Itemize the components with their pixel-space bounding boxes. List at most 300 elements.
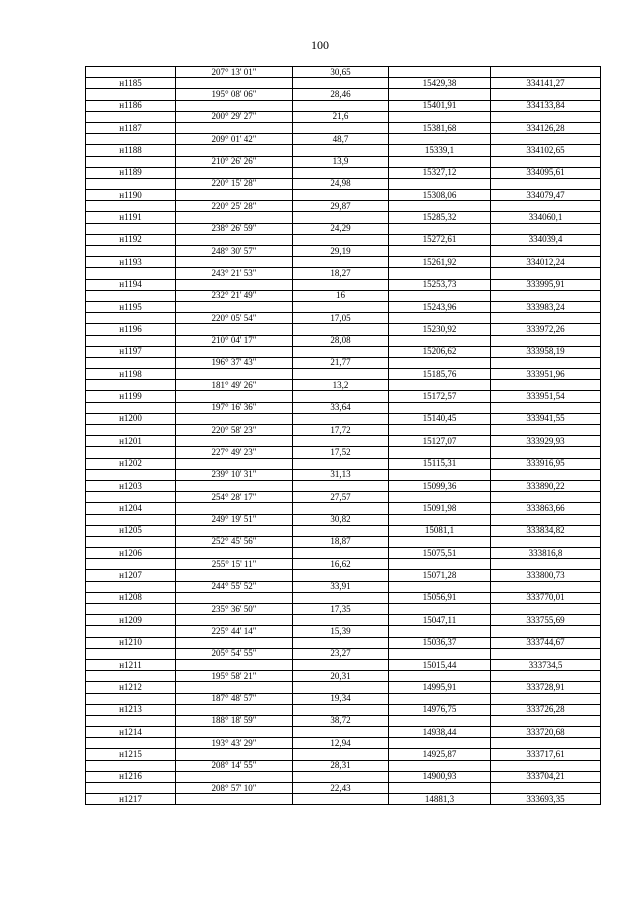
- empty-cell: [389, 715, 491, 726]
- empty-cell: [389, 111, 491, 122]
- distance-cell: 24,98: [293, 178, 389, 189]
- empty-cell: [491, 648, 601, 659]
- point-row: [86, 727, 601, 738]
- point-row: [86, 771, 601, 782]
- y-coordinate-cell: 333863,66: [491, 503, 601, 514]
- distance-cell: 30,65: [293, 67, 389, 78]
- x-coordinate-cell: 14938,44: [389, 727, 491, 738]
- x-coordinate-cell: 15230,92: [389, 324, 491, 335]
- point-id-cell: н1191: [86, 212, 176, 223]
- y-coordinate-cell: 333929,93: [491, 436, 601, 447]
- empty-cell: [293, 503, 389, 514]
- point-id-cell: н1196: [86, 324, 176, 335]
- y-coordinate-cell: 333770,01: [491, 592, 601, 603]
- y-coordinate-cell: 333693,35: [491, 794, 601, 805]
- y-coordinate-cell: 334126,28: [491, 122, 601, 133]
- empty-cell: [389, 268, 491, 279]
- measure-row: [86, 514, 601, 525]
- empty-cell: [86, 223, 176, 234]
- measure-row: [86, 178, 601, 189]
- x-coordinate-cell: 14900,93: [389, 771, 491, 782]
- empty-cell: [389, 469, 491, 480]
- distance-cell: 21,6: [293, 111, 389, 122]
- empty-cell: [491, 536, 601, 547]
- empty-cell: [86, 469, 176, 480]
- x-coordinate-cell: 15339,1: [389, 145, 491, 156]
- empty-cell: [491, 111, 601, 122]
- empty-cell: [389, 425, 491, 436]
- direction-angle-cell: 209° 01' 42": [176, 134, 293, 145]
- direction-angle-cell: 254° 28' 17": [176, 492, 293, 503]
- empty-cell: [491, 268, 601, 279]
- empty-cell: [491, 313, 601, 324]
- point-row: [86, 369, 601, 380]
- point-row: [86, 548, 601, 559]
- empty-cell: [389, 693, 491, 704]
- empty-cell: [491, 581, 601, 592]
- direction-angle-cell: 225° 44' 14": [176, 626, 293, 637]
- empty-cell: [86, 313, 176, 324]
- empty-cell: [176, 525, 293, 536]
- empty-cell: [293, 122, 389, 133]
- distance-cell: 20,31: [293, 671, 389, 682]
- empty-cell: [176, 548, 293, 559]
- x-coordinate-cell: 15071,28: [389, 570, 491, 581]
- point-row: [86, 749, 601, 760]
- empty-cell: [491, 447, 601, 458]
- measure-row: [86, 134, 601, 145]
- point-id-cell: н1202: [86, 458, 176, 469]
- empty-cell: [389, 313, 491, 324]
- empty-cell: [86, 559, 176, 570]
- empty-cell: [86, 268, 176, 279]
- x-coordinate-cell: 14881,3: [389, 794, 491, 805]
- distance-cell: 22,43: [293, 783, 389, 794]
- point-row: [86, 436, 601, 447]
- empty-cell: [293, 190, 389, 201]
- empty-cell: [389, 604, 491, 615]
- empty-cell: [176, 458, 293, 469]
- y-coordinate-cell: 333958,19: [491, 346, 601, 357]
- point-id-cell: н1211: [86, 659, 176, 670]
- empty-cell: [491, 380, 601, 391]
- empty-cell: [86, 246, 176, 257]
- point-id-cell: н1200: [86, 413, 176, 424]
- y-coordinate-cell: 333755,69: [491, 615, 601, 626]
- distance-cell: 48,7: [293, 134, 389, 145]
- empty-cell: [176, 480, 293, 491]
- distance-cell: 18,27: [293, 268, 389, 279]
- point-id-cell: н1203: [86, 480, 176, 491]
- empty-cell: [176, 682, 293, 693]
- empty-cell: [491, 402, 601, 413]
- empty-cell: [86, 357, 176, 368]
- point-id-cell: н1187: [86, 122, 176, 133]
- empty-cell: [293, 548, 389, 559]
- point-row: [86, 346, 601, 357]
- direction-angle-cell: 235° 36' 50": [176, 604, 293, 615]
- empty-cell: [176, 212, 293, 223]
- point-row: [86, 100, 601, 111]
- empty-cell: [176, 234, 293, 245]
- distance-cell: 19,34: [293, 693, 389, 704]
- distance-cell: 17,72: [293, 425, 389, 436]
- point-id-cell: н1201: [86, 436, 176, 447]
- point-id-cell: н1210: [86, 637, 176, 648]
- x-coordinate-cell: 15047,11: [389, 615, 491, 626]
- direction-angle-cell: 210° 04' 17": [176, 335, 293, 346]
- direction-angle-cell: 200° 29' 27": [176, 111, 293, 122]
- direction-angle-cell: 181° 49' 26": [176, 380, 293, 391]
- empty-cell: [86, 134, 176, 145]
- empty-cell: [86, 693, 176, 704]
- measure-row: [86, 111, 601, 122]
- direction-angle-cell: 248° 30' 57": [176, 246, 293, 257]
- point-row: [86, 615, 601, 626]
- empty-cell: [293, 279, 389, 290]
- empty-cell: [176, 637, 293, 648]
- x-coordinate-cell: 14995,91: [389, 682, 491, 693]
- empty-cell: [176, 503, 293, 514]
- empty-cell: [491, 134, 601, 145]
- empty-cell: [176, 145, 293, 156]
- point-id-cell: н1215: [86, 749, 176, 760]
- direction-angle-cell: 205° 54' 55": [176, 648, 293, 659]
- empty-cell: [491, 425, 601, 436]
- empty-cell: [491, 514, 601, 525]
- empty-cell: [491, 693, 601, 704]
- empty-cell: [86, 156, 176, 167]
- empty-cell: [389, 335, 491, 346]
- direction-angle-cell: 220° 25' 28": [176, 201, 293, 212]
- empty-cell: [491, 492, 601, 503]
- point-id-cell: н1205: [86, 525, 176, 536]
- x-coordinate-cell: 15115,31: [389, 458, 491, 469]
- point-id-cell: н1212: [86, 682, 176, 693]
- empty-cell: [176, 369, 293, 380]
- y-coordinate-cell: 334039,4: [491, 234, 601, 245]
- measure-row: [86, 559, 601, 570]
- direction-angle-cell: 188° 18' 59": [176, 715, 293, 726]
- empty-cell: [491, 357, 601, 368]
- point-row: [86, 257, 601, 268]
- distance-cell: 33,91: [293, 581, 389, 592]
- empty-cell: [293, 749, 389, 760]
- empty-cell: [176, 301, 293, 312]
- empty-cell: [176, 324, 293, 335]
- x-coordinate-cell: 15172,57: [389, 391, 491, 402]
- distance-cell: 28,08: [293, 335, 389, 346]
- point-row: [86, 503, 601, 514]
- direction-angle-cell: 249° 19' 51": [176, 514, 293, 525]
- empty-cell: [86, 604, 176, 615]
- empty-cell: [86, 514, 176, 525]
- y-coordinate-cell: 333890,22: [491, 480, 601, 491]
- distance-cell: 31,13: [293, 469, 389, 480]
- empty-cell: [293, 480, 389, 491]
- direction-angle-cell: 244° 55' 52": [176, 581, 293, 592]
- distance-cell: 18,87: [293, 536, 389, 547]
- point-id-cell: н1206: [86, 548, 176, 559]
- empty-cell: [491, 201, 601, 212]
- empty-cell: [86, 290, 176, 301]
- empty-cell: [293, 145, 389, 156]
- empty-cell: [389, 581, 491, 592]
- y-coordinate-cell: 333941,55: [491, 413, 601, 424]
- measure-row: [86, 156, 601, 167]
- x-coordinate-cell: 15036,37: [389, 637, 491, 648]
- direction-angle-cell: 243° 21' 53": [176, 268, 293, 279]
- empty-cell: [86, 671, 176, 682]
- empty-cell: [491, 89, 601, 100]
- direction-angle-cell: 196° 37' 43": [176, 357, 293, 368]
- empty-cell: [86, 67, 176, 78]
- empty-cell: [176, 100, 293, 111]
- empty-cell: [86, 335, 176, 346]
- empty-cell: [389, 559, 491, 570]
- distance-cell: 30,82: [293, 514, 389, 525]
- distance-cell: 17,05: [293, 313, 389, 324]
- empty-cell: [86, 89, 176, 100]
- measure-row: [86, 402, 601, 413]
- empty-cell: [86, 178, 176, 189]
- distance-cell: 16,62: [293, 559, 389, 570]
- measure-row: [86, 581, 601, 592]
- empty-cell: [293, 704, 389, 715]
- point-row: [86, 413, 601, 424]
- empty-cell: [389, 536, 491, 547]
- measure-row: [86, 715, 601, 726]
- empty-cell: [389, 648, 491, 659]
- distance-cell: 33,64: [293, 402, 389, 413]
- point-id-cell: н1214: [86, 727, 176, 738]
- empty-cell: [176, 78, 293, 89]
- empty-cell: [389, 492, 491, 503]
- measure-row: [86, 335, 601, 346]
- empty-cell: [176, 167, 293, 178]
- distance-cell: 13,2: [293, 380, 389, 391]
- measure-row: [86, 357, 601, 368]
- empty-cell: [86, 111, 176, 122]
- direction-angle-cell: 195° 08' 06": [176, 89, 293, 100]
- empty-cell: [86, 738, 176, 749]
- empty-cell: [176, 570, 293, 581]
- point-id-cell: н1217: [86, 794, 176, 805]
- point-id-cell: н1197: [86, 346, 176, 357]
- empty-cell: [389, 89, 491, 100]
- x-coordinate-cell: 15127,07: [389, 436, 491, 447]
- point-id-cell: н1193: [86, 257, 176, 268]
- point-row: [86, 234, 601, 245]
- empty-cell: [293, 369, 389, 380]
- x-coordinate-cell: 15429,38: [389, 78, 491, 89]
- distance-cell: 23,27: [293, 648, 389, 659]
- empty-cell: [86, 648, 176, 659]
- distance-cell: 38,72: [293, 715, 389, 726]
- x-coordinate-cell: 15099,36: [389, 480, 491, 491]
- distance-cell: 29,87: [293, 201, 389, 212]
- empty-cell: [491, 223, 601, 234]
- point-id-cell: н1209: [86, 615, 176, 626]
- direction-angle-cell: 227° 49' 23": [176, 447, 293, 458]
- measure-row: [86, 492, 601, 503]
- empty-cell: [86, 492, 176, 503]
- y-coordinate-cell: 333834,82: [491, 525, 601, 536]
- point-id-cell: н1190: [86, 190, 176, 201]
- direction-angle-cell: 239° 10' 31": [176, 469, 293, 480]
- empty-cell: [86, 783, 176, 794]
- empty-cell: [293, 212, 389, 223]
- x-coordinate-cell: 15272,61: [389, 234, 491, 245]
- empty-cell: [176, 592, 293, 603]
- empty-cell: [176, 346, 293, 357]
- page-number: 100: [311, 38, 329, 52]
- y-coordinate-cell: 333744,67: [491, 637, 601, 648]
- direction-angle-cell: 238° 26' 59": [176, 223, 293, 234]
- empty-cell: [389, 626, 491, 637]
- empty-cell: [176, 794, 293, 805]
- empty-cell: [86, 447, 176, 458]
- empty-cell: [293, 234, 389, 245]
- empty-cell: [176, 659, 293, 670]
- x-coordinate-cell: 15206,62: [389, 346, 491, 357]
- x-coordinate-cell: 15056,91: [389, 592, 491, 603]
- empty-cell: [293, 525, 389, 536]
- empty-cell: [293, 458, 389, 469]
- empty-cell: [293, 100, 389, 111]
- y-coordinate-cell: 334079,47: [491, 190, 601, 201]
- x-coordinate-cell: 15091,98: [389, 503, 491, 514]
- empty-cell: [86, 581, 176, 592]
- y-coordinate-cell: 334102,65: [491, 145, 601, 156]
- empty-cell: [176, 257, 293, 268]
- distance-cell: 28,46: [293, 89, 389, 100]
- measure-row: [86, 67, 601, 78]
- direction-angle-cell: 220° 15' 28": [176, 178, 293, 189]
- measure-row: [86, 89, 601, 100]
- point-row: [86, 78, 601, 89]
- y-coordinate-cell: 333720,68: [491, 727, 601, 738]
- empty-cell: [491, 671, 601, 682]
- point-id-cell: н1204: [86, 503, 176, 514]
- point-row: [86, 525, 601, 536]
- empty-cell: [176, 727, 293, 738]
- point-row: [86, 167, 601, 178]
- empty-cell: [491, 290, 601, 301]
- x-coordinate-cell: 15185,76: [389, 369, 491, 380]
- y-coordinate-cell: 333916,95: [491, 458, 601, 469]
- y-coordinate-cell: 333983,24: [491, 301, 601, 312]
- empty-cell: [86, 201, 176, 212]
- empty-cell: [293, 592, 389, 603]
- empty-cell: [293, 794, 389, 805]
- distance-cell: 24,29: [293, 223, 389, 234]
- measure-row: [86, 626, 601, 637]
- y-coordinate-cell: 333704,21: [491, 771, 601, 782]
- point-row: [86, 704, 601, 715]
- point-row: [86, 682, 601, 693]
- empty-cell: [293, 436, 389, 447]
- empty-cell: [293, 659, 389, 670]
- y-coordinate-cell: 333951,54: [491, 391, 601, 402]
- measure-row: [86, 536, 601, 547]
- distance-cell: 21,77: [293, 357, 389, 368]
- distance-cell: 28,31: [293, 760, 389, 771]
- empty-cell: [176, 771, 293, 782]
- empty-cell: [389, 223, 491, 234]
- empty-cell: [293, 301, 389, 312]
- measure-row: [86, 246, 601, 257]
- empty-cell: [389, 514, 491, 525]
- x-coordinate-cell: 15381,68: [389, 122, 491, 133]
- coordinates-table-body: [86, 67, 601, 805]
- empty-cell: [293, 637, 389, 648]
- empty-cell: [491, 738, 601, 749]
- point-row: [86, 458, 601, 469]
- point-id-cell: н1192: [86, 234, 176, 245]
- direction-angle-cell: 207° 13' 01": [176, 67, 293, 78]
- x-coordinate-cell: 14976,75: [389, 704, 491, 715]
- empty-cell: [176, 122, 293, 133]
- y-coordinate-cell: 334141,27: [491, 78, 601, 89]
- direction-angle-cell: 193° 43' 29": [176, 738, 293, 749]
- y-coordinate-cell: 334012,24: [491, 257, 601, 268]
- y-coordinate-cell: 333972,26: [491, 324, 601, 335]
- point-row: [86, 212, 601, 223]
- direction-angle-cell: 187° 48' 57": [176, 693, 293, 704]
- y-coordinate-cell: 333734,5: [491, 659, 601, 670]
- y-coordinate-cell: 333717,61: [491, 749, 601, 760]
- point-id-cell: н1216: [86, 771, 176, 782]
- empty-cell: [389, 357, 491, 368]
- y-coordinate-cell: 333995,91: [491, 279, 601, 290]
- x-coordinate-cell: 15285,32: [389, 212, 491, 223]
- point-id-cell: н1207: [86, 570, 176, 581]
- coordinates-table: [85, 66, 601, 805]
- empty-cell: [86, 536, 176, 547]
- empty-cell: [389, 447, 491, 458]
- empty-cell: [293, 413, 389, 424]
- point-id-cell: н1198: [86, 369, 176, 380]
- direction-angle-cell: 232° 21' 49": [176, 290, 293, 301]
- direction-angle-cell: 208° 14' 55": [176, 760, 293, 771]
- empty-cell: [491, 469, 601, 480]
- y-coordinate-cell: 334133,84: [491, 100, 601, 111]
- empty-cell: [389, 380, 491, 391]
- measure-row: [86, 783, 601, 794]
- empty-cell: [176, 749, 293, 760]
- empty-cell: [491, 156, 601, 167]
- distance-cell: 15,39: [293, 626, 389, 637]
- direction-angle-cell: 197° 16' 36": [176, 402, 293, 413]
- empty-cell: [176, 436, 293, 447]
- empty-cell: [491, 604, 601, 615]
- empty-cell: [389, 246, 491, 257]
- point-row: [86, 190, 601, 201]
- empty-cell: [389, 290, 491, 301]
- x-coordinate-cell: 15261,92: [389, 257, 491, 268]
- empty-cell: [491, 178, 601, 189]
- measure-row: [86, 738, 601, 749]
- empty-cell: [86, 380, 176, 391]
- x-coordinate-cell: 15308,06: [389, 190, 491, 201]
- empty-cell: [293, 78, 389, 89]
- empty-cell: [389, 760, 491, 771]
- empty-cell: [293, 346, 389, 357]
- direction-angle-cell: 210° 26' 26": [176, 156, 293, 167]
- empty-cell: [389, 134, 491, 145]
- empty-cell: [176, 704, 293, 715]
